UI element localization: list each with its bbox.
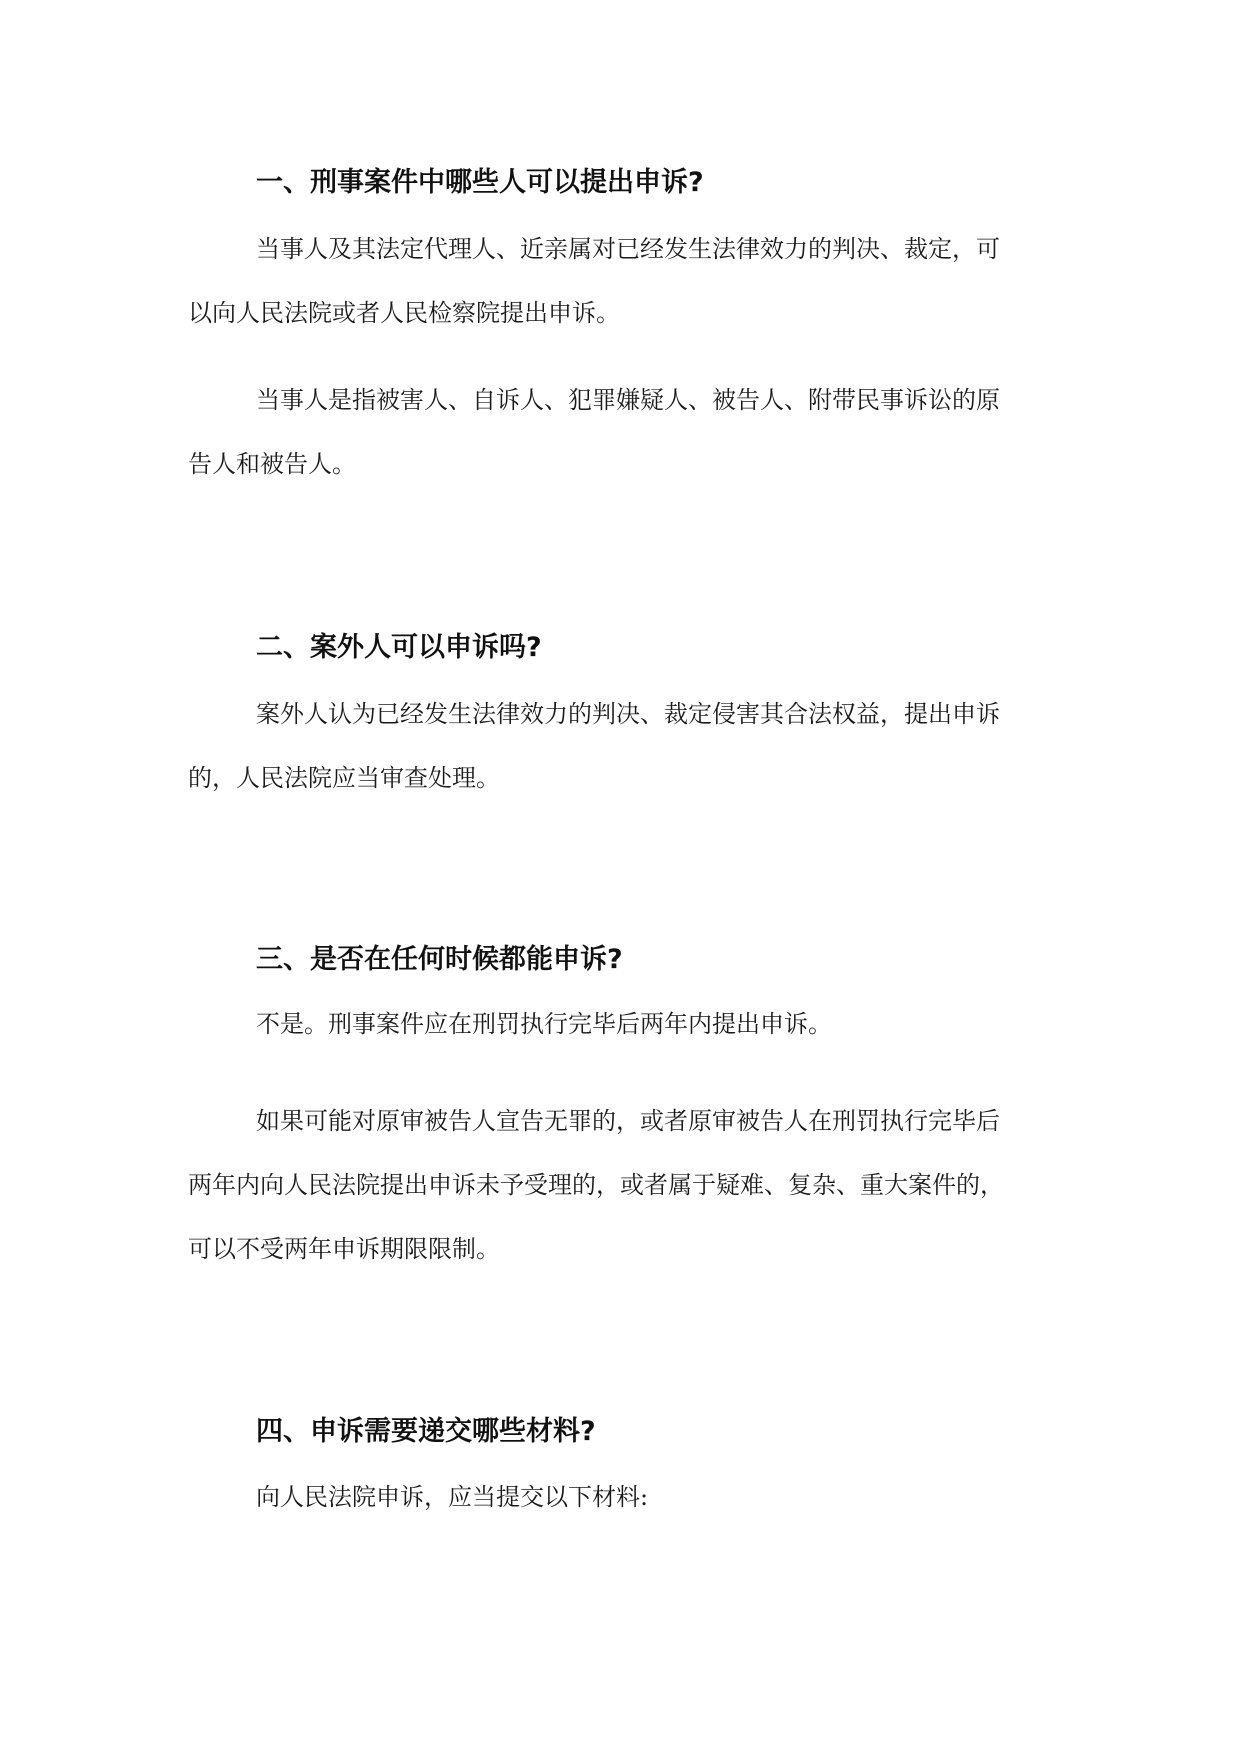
section-4-heading: 四、申诉需要递交哪些材料? xyxy=(256,1416,596,1447)
section-4-paragraph-1 xyxy=(188,1477,648,1517)
paragraph-line: 如果可能对原审被告人宣告无罪的，或者原审被告人在刑罚执行完毕后 xyxy=(256,1107,1000,1135)
section-3-paragraph-1 xyxy=(188,1004,832,1044)
paragraph-line: 两年内向人民法院提出申诉未予受理的，或者属于疑难、复杂、重大案件的， xyxy=(188,1171,1004,1199)
section-1-paragraph-2 xyxy=(188,380,1000,484)
section-3-paragraph-2 xyxy=(188,1101,1004,1269)
paragraph-line: 可以不受两年申诉期限限制。 xyxy=(188,1235,500,1263)
section-2-heading: 二、案外人可以申诉吗? xyxy=(256,632,542,663)
paragraph-line: 案外人认为已经发生法律效力的判决、裁定侵害其合法权益，提出申诉 xyxy=(256,700,1000,728)
paragraph-line: 的，人民法院应当审查处理。 xyxy=(188,764,500,792)
section-2-paragraph-1 xyxy=(188,694,1000,798)
paragraph-line: 当事人是指被害人、自诉人、犯罪嫌疑人、被告人、附带民事诉讼的原 xyxy=(256,386,1000,414)
paragraph-line: 不是。刑事案件应在刑罚执行完毕后两年内提出申诉。 xyxy=(256,1010,832,1038)
section-3-heading: 三、是否在任何时候都能申诉? xyxy=(256,944,623,975)
paragraph-line: 告人和被告人。 xyxy=(188,450,356,478)
section-1-paragraph-1 xyxy=(188,229,1000,333)
paragraph-line: 向人民法院申诉，应当提交以下材料: xyxy=(256,1483,649,1511)
paragraph-line: 以向人民法院或者人民检察院提出申诉。 xyxy=(188,299,620,327)
section-1-heading: 一、刑事案件中哪些人可以提出申诉? xyxy=(256,167,704,198)
paragraph-line: 当事人及其法定代理人、近亲属对已经发生法律效力的判决、裁定，可 xyxy=(256,235,1000,263)
